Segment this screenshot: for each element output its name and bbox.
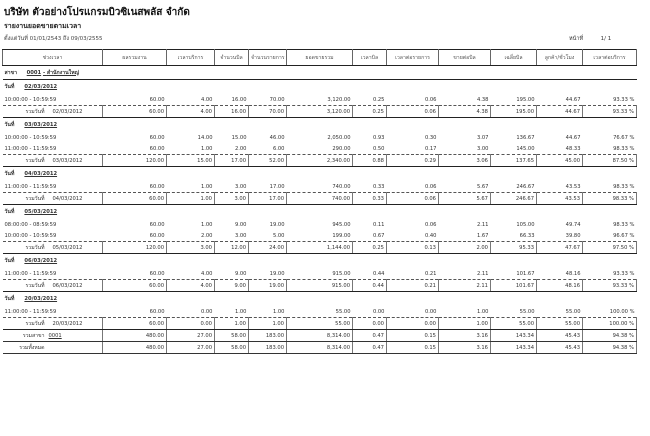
table-cell: 55.00 <box>287 318 353 330</box>
table-cell: 60.00 <box>149 183 165 190</box>
table-cell: 24.00 <box>249 242 287 254</box>
table-cell: 44.67 <box>565 96 581 103</box>
day-date: 04/03/2012 <box>24 171 58 177</box>
table-cell: 3.16 <box>439 342 491 354</box>
table-cell: 4.00 <box>167 280 215 292</box>
table-cell: 98.33 % <box>613 183 635 190</box>
table-cell: 9.00 <box>234 221 247 228</box>
time-range: 11:00:00 - 11:59:59 <box>4 183 57 190</box>
table-cell: 3.00 <box>167 242 215 254</box>
table-cell: 60.00 <box>149 270 165 277</box>
table-cell: 1.00 <box>200 145 213 152</box>
branch-code: 0001 <box>26 69 42 76</box>
table-cell: 3.06 <box>439 155 491 167</box>
branch-label: สาขา <box>4 69 18 76</box>
table-cell: 945.00 <box>332 221 351 228</box>
table-cell: 0.00 <box>372 308 385 315</box>
table-cell: 0.00 <box>424 308 437 315</box>
table-cell: 60.00 <box>149 134 165 141</box>
table-cell: 1,144.00 <box>287 242 353 254</box>
table-cell: 97.50 % <box>583 242 637 254</box>
table-cell: 9.00 <box>215 280 249 292</box>
col-header: เวลาต่อบริการ <box>583 50 637 66</box>
table-cell: 101.67 <box>516 270 535 277</box>
table-cell: 60.00 <box>103 280 167 292</box>
table-cell: 48.16 <box>565 270 581 277</box>
col-header: เฉลี่ยบิล <box>491 50 537 66</box>
col-header: เวลาต่อรายการ <box>387 50 439 66</box>
table-cell: 199.00 <box>332 232 351 239</box>
time-range: 10:00:00 - 10:59:59 <box>4 134 57 141</box>
table-cell: 27.00 <box>167 342 215 354</box>
table-cell: 0.88 <box>353 155 387 167</box>
table-cell: 0.11 <box>372 221 385 228</box>
table-cell: 0.06 <box>424 183 437 190</box>
col-header: ผลรวมงาน <box>103 50 167 66</box>
day-label: วันที่ <box>4 122 15 128</box>
table-cell: 2.11 <box>439 280 491 292</box>
table-cell: 55.00 <box>491 318 537 330</box>
table-cell: 39.80 <box>565 232 581 239</box>
table-cell: 19.00 <box>269 221 285 228</box>
table-cell: 52.00 <box>249 155 287 167</box>
table-cell: 0.15 <box>387 342 439 354</box>
table-cell: 93.33 % <box>613 270 635 277</box>
table-cell: 70.00 <box>269 96 285 103</box>
table-cell: 120.00 <box>103 155 167 167</box>
table-cell: 740.00 <box>332 183 351 190</box>
subtotal-date: 04/03/2012 <box>52 195 83 202</box>
table-cell: 60.00 <box>149 145 165 152</box>
table-cell: 915.00 <box>332 270 351 277</box>
table-cell: 0.29 <box>387 155 439 167</box>
day-date: 06/03/2012 <box>24 258 58 264</box>
table-cell: 0.00 <box>353 318 387 330</box>
table-cell: 2.00 <box>439 242 491 254</box>
table-cell: 100.00 % <box>583 318 637 330</box>
table-cell: 100.00 % <box>609 308 635 315</box>
table-cell: 45.00 <box>537 155 583 167</box>
subtotal-row <box>3 155 637 167</box>
day-label: วันที่ <box>4 171 15 177</box>
subtotal-label: รวมวันที่ <box>25 282 45 289</box>
day-header-row <box>3 167 637 182</box>
company-name: บริษัท ตัวอย่างโปรแกรมบิวซิเนสพลัส จำกัด <box>4 7 190 18</box>
table-cell: 16.00 <box>215 106 249 118</box>
table-cell: 740.00 <box>287 193 353 205</box>
table-row <box>3 268 637 280</box>
table-cell: 0.06 <box>424 221 437 228</box>
col-header: ช่วงเวลา <box>3 50 103 66</box>
table-cell: 0.50 <box>372 145 385 152</box>
table-cell: 0.40 <box>424 232 437 239</box>
grand-total-label: รวมทั้งหมด <box>19 344 45 351</box>
table-cell: 47.67 <box>537 242 583 254</box>
day-date: 02/03/2012 <box>24 84 58 90</box>
table-cell: 101.67 <box>491 280 537 292</box>
table-cell: 5.67 <box>439 193 491 205</box>
table-row <box>3 219 637 230</box>
table-cell: 0.15 <box>387 330 439 342</box>
time-range: 11:00:00 - 11:59:59 <box>4 270 57 277</box>
table-cell: 60.00 <box>103 318 167 330</box>
table-cell: 5.00 <box>272 232 285 239</box>
table-cell: 143.34 <box>491 330 537 342</box>
table-cell: 2.00 <box>200 232 213 239</box>
subtotal-date: 02/03/2012 <box>52 108 83 115</box>
table-cell: 49.74 <box>565 221 581 228</box>
table-cell: 1.00 <box>167 193 215 205</box>
subtotal-row <box>3 280 637 292</box>
table-cell: 1.00 <box>215 318 249 330</box>
table-cell: 3.16 <box>439 330 491 342</box>
page-number <box>569 35 611 43</box>
day-header-row <box>3 118 637 133</box>
table-cell: 4.38 <box>439 106 491 118</box>
table-cell: 0.21 <box>424 270 437 277</box>
table-header-row <box>3 50 637 66</box>
table-cell: 3.00 <box>476 145 489 152</box>
table-cell: 55.00 <box>335 308 351 315</box>
table-cell: 16.00 <box>231 96 247 103</box>
col-header: เวลาบิล <box>353 50 387 66</box>
table-cell: 43.53 <box>537 193 583 205</box>
table-cell: 0.00 <box>167 318 215 330</box>
day-date: 05/03/2012 <box>24 209 58 215</box>
table-cell: 45.43 <box>537 342 583 354</box>
table-cell: 0.44 <box>372 270 385 277</box>
subtotal-date: 06/03/2012 <box>52 282 83 289</box>
subtotal-label: รวมวันที่ <box>25 108 45 115</box>
table-cell: 143.34 <box>491 342 537 354</box>
col-header: จำนวนรายการ <box>249 50 287 66</box>
table-cell: 43.53 <box>565 183 581 190</box>
col-header: เวลาบริการ <box>167 50 215 66</box>
subtotal-date: 05/03/2012 <box>52 244 83 251</box>
subtotal-row <box>3 318 637 330</box>
day-label: วันที่ <box>4 258 15 264</box>
table-cell: 93.33 % <box>613 96 635 103</box>
table-cell: 27.00 <box>167 330 215 342</box>
day-date: 03/03/2012 <box>24 122 58 128</box>
table-cell: 0.44 <box>353 280 387 292</box>
subtotal-label: รวมวันที่ <box>25 320 45 327</box>
table-cell: 55.00 <box>565 308 581 315</box>
table-cell: 95.33 <box>491 242 537 254</box>
table-cell: 60.00 <box>103 193 167 205</box>
table-cell: 9.00 <box>234 270 247 277</box>
table-cell: 60.00 <box>149 96 165 103</box>
table-cell: 58.00 <box>215 342 249 354</box>
table-cell: 6.00 <box>272 145 285 152</box>
table-cell: 0.33 <box>353 193 387 205</box>
table-cell: 3,120.00 <box>327 96 351 103</box>
table-cell: 4.38 <box>476 96 489 103</box>
table-cell: 44.67 <box>537 106 583 118</box>
time-range: 11:00:00 - 11:59:59 <box>4 145 57 152</box>
table-cell: 2.11 <box>476 221 489 228</box>
table-cell: 8,314.00 <box>287 342 353 354</box>
table-cell: 0.47 <box>353 330 387 342</box>
table-cell: 3.00 <box>234 232 247 239</box>
table-cell: 1.00 <box>200 221 213 228</box>
table-cell: 15.00 <box>231 134 247 141</box>
table-cell: 2,050.00 <box>327 134 351 141</box>
day-header-row <box>3 292 637 307</box>
table-cell: 60.00 <box>149 232 165 239</box>
table-cell: 58.00 <box>215 330 249 342</box>
table-cell: 44.67 <box>565 134 581 141</box>
day-header-row <box>3 205 637 220</box>
table-cell: 1.00 <box>234 308 247 315</box>
table-cell: 60.00 <box>103 106 167 118</box>
day-header-row <box>3 254 637 269</box>
table-cell: 0.25 <box>353 242 387 254</box>
table-cell: 96.67 % <box>613 232 635 239</box>
table-cell: 246.67 <box>491 193 537 205</box>
table-cell: 19.00 <box>269 270 285 277</box>
table-cell: 45.43 <box>537 330 583 342</box>
table-cell: 70.00 <box>249 106 287 118</box>
table-cell: 3.07 <box>476 134 489 141</box>
subtotal-date: 03/03/2012 <box>52 157 83 164</box>
table-cell: 0.21 <box>387 280 439 292</box>
subtotal-row <box>3 193 637 205</box>
table-cell: 17.00 <box>215 155 249 167</box>
branch-row: สาขา 0001 - สำนักงานใหญ่ <box>3 66 637 80</box>
table-cell: 195.00 <box>491 106 537 118</box>
table-cell: 0.06 <box>387 106 439 118</box>
table-cell: 183.00 <box>249 342 287 354</box>
table-cell: 2,340.00 <box>287 155 353 167</box>
table-cell: 0.00 <box>200 308 213 315</box>
report-title: รายงานยอดขายตามเวลา <box>4 22 82 30</box>
table-row <box>3 143 637 155</box>
time-range: 10:00:00 - 10:59:59 <box>4 232 57 239</box>
table-cell: 0.30 <box>424 134 437 141</box>
table-cell: 4.00 <box>167 106 215 118</box>
table-cell: 0.67 <box>372 232 385 239</box>
table-cell: 60.00 <box>149 221 165 228</box>
table-cell: 66.33 <box>519 232 535 239</box>
sales-by-time-table <box>2 49 637 354</box>
subtotal-label: รวมวันที่ <box>25 157 45 164</box>
branch-name: สำนักงานใหญ่ <box>46 69 80 76</box>
table-cell: 2.11 <box>476 270 489 277</box>
table-cell: 3,120.00 <box>287 106 353 118</box>
table-row <box>3 306 637 318</box>
table-cell: 290.00 <box>332 145 351 152</box>
day-label: วันที่ <box>4 84 15 90</box>
table-cell: 98.33 % <box>613 221 635 228</box>
table-cell: 55.00 <box>537 318 583 330</box>
table-cell: 8,314.00 <box>287 330 353 342</box>
table-row <box>3 94 637 106</box>
day-header-row <box>3 80 637 95</box>
table-cell: 145.00 <box>516 145 535 152</box>
col-header: ยอดขายรวม <box>287 50 353 66</box>
table-cell: 12.00 <box>215 242 249 254</box>
table-cell: 0.25 <box>372 96 385 103</box>
table-cell: 48.33 <box>565 145 581 152</box>
time-range: 10:00:00 - 10:59:59 <box>4 96 57 103</box>
table-cell: 0.33 <box>372 183 385 190</box>
branch-total-row <box>3 330 637 342</box>
table-cell: 0.00 <box>387 318 439 330</box>
table-cell: 1.00 <box>200 183 213 190</box>
table-cell: 46.00 <box>269 134 285 141</box>
table-cell: 17.00 <box>249 193 287 205</box>
table-cell: 195.00 <box>516 96 535 103</box>
table-cell: 93.33 % <box>583 280 637 292</box>
table-cell: 3.00 <box>215 193 249 205</box>
subtotal-date: 20/03/2012 <box>52 320 83 327</box>
table-cell: 0.17 <box>424 145 437 152</box>
table-cell: 105.00 <box>516 221 535 228</box>
table-cell: 48.16 <box>537 280 583 292</box>
grand-total-row <box>3 342 637 354</box>
subtotal-label: รวมวันที่ <box>25 195 45 202</box>
table-cell: 4.00 <box>200 270 213 277</box>
col-header: ขายต่อบิล <box>439 50 491 66</box>
table-cell: 0.06 <box>387 193 439 205</box>
table-cell: 183.00 <box>249 330 287 342</box>
table-cell: 1.67 <box>476 232 489 239</box>
table-cell: 76.67 % <box>613 134 635 141</box>
table-cell: 1.00 <box>272 308 285 315</box>
table-cell: 0.93 <box>372 134 385 141</box>
table-cell: 480.00 <box>103 342 167 354</box>
table-cell: 1.00 <box>249 318 287 330</box>
table-cell: 0.47 <box>353 342 387 354</box>
table-cell: 17.00 <box>269 183 285 190</box>
time-range: 08:00:00 - 08:59:59 <box>4 221 57 228</box>
table-cell: 94.38 % <box>583 342 637 354</box>
table-cell: 15.00 <box>167 155 215 167</box>
table-row <box>3 230 637 242</box>
subtotal-row <box>3 106 637 118</box>
day-label: วันที่ <box>4 296 15 302</box>
table-row <box>3 132 637 143</box>
branch-total-label: รวมสาขา <box>22 332 45 339</box>
subtotal-label: รวมวันที่ <box>25 244 45 251</box>
table-cell: 3.00 <box>234 183 247 190</box>
table-cell: 55.00 <box>519 308 535 315</box>
table-cell: 14.00 <box>197 134 213 141</box>
table-cell: 0.13 <box>387 242 439 254</box>
table-cell: 136.67 <box>516 134 535 141</box>
table-cell: 94.38 % <box>583 330 637 342</box>
col-header: จำนวนบิล <box>215 50 249 66</box>
branch-total-code: 0001 <box>48 332 62 339</box>
col-header: ลูกค้า/ชั่วโมง <box>537 50 583 66</box>
table-cell: 915.00 <box>287 280 353 292</box>
table-body <box>3 66 637 354</box>
table-cell: 120.00 <box>103 242 167 254</box>
day-date: 20/03/2012 <box>24 296 58 302</box>
subtotal-row <box>3 242 637 254</box>
table-cell: 137.65 <box>491 155 537 167</box>
table-cell: 246.67 <box>516 183 535 190</box>
table-cell: 2.00 <box>234 145 247 152</box>
table-cell: 87.50 % <box>583 155 637 167</box>
table-cell: 93.33 % <box>583 106 637 118</box>
date-range: ตั้งแต่วันที่ 01/01/2543 ถึง 09/03/2555 <box>4 36 103 42</box>
table-cell: 0.06 <box>424 96 437 103</box>
table-cell: 0.25 <box>353 106 387 118</box>
table-cell: 60.00 <box>149 308 165 315</box>
table-cell: 98.33 % <box>583 193 637 205</box>
table-row <box>3 181 637 193</box>
time-range: 11:00:00 - 11:59:59 <box>4 308 57 315</box>
table-cell: 19.00 <box>249 280 287 292</box>
day-label: วันที่ <box>4 209 15 215</box>
table-cell: 1.00 <box>476 308 489 315</box>
page-label: หน้าที่ <box>569 36 584 42</box>
table-cell: 480.00 <box>103 330 167 342</box>
table-cell: 4.00 <box>200 96 213 103</box>
table-cell: 98.33 % <box>613 145 635 152</box>
table-cell: 1.00 <box>439 318 491 330</box>
page-value: 1/ 1 <box>600 36 612 42</box>
table-cell: 5.67 <box>476 183 489 190</box>
